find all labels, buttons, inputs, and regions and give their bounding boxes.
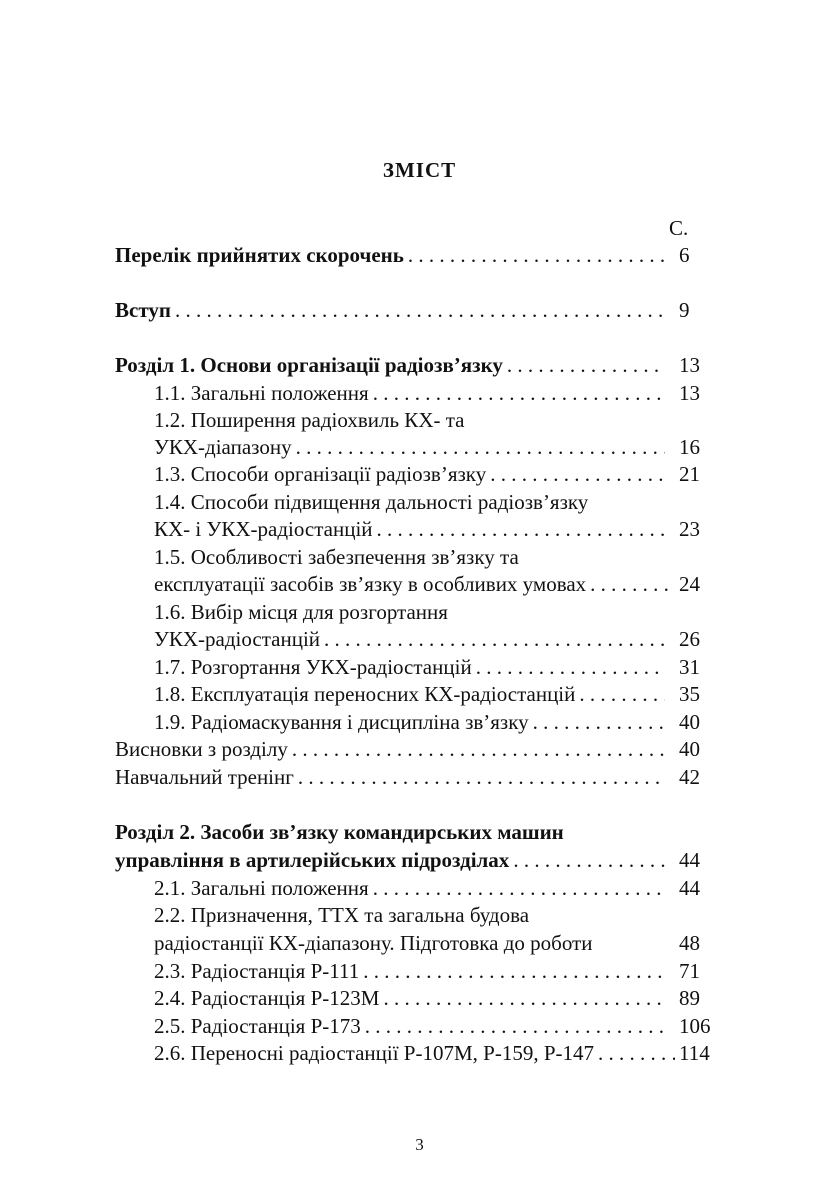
toc-page-chapter-2: 44 [679, 848, 700, 872]
toc-entry-2-1[interactable]: 2.1. Загальні положення . . . [154, 876, 665, 902]
toc-entry-chapter-1[interactable]: Розділ 1. Основи організації радіозв’язку . . . [115, 353, 665, 379]
toc-entry-1-8[interactable]: 1.8. Експлуатація переносних КХ-радіостанцій . . . [154, 682, 665, 708]
page-number: 3 [415, 1135, 424, 1154]
toc-entry-conclusions[interactable]: Висновки з розділу . . . [115, 737, 665, 763]
toc-entry-2-6[interactable]: 2.6. Переносні радіостанції Р-107М, Р-159, Р-147 . . . [154, 1041, 675, 1067]
toc-page-2-2: 48 [679, 931, 700, 955]
toc-page-1-2: 16 [679, 435, 700, 459]
toc-entry-1-1[interactable]: 1.1. Загальні положення . . . [154, 381, 665, 407]
toc-page-2-1: 44 [679, 876, 700, 900]
toc-entry-1-2-line2[interactable]: УКХ-діапазону . . . [154, 435, 665, 461]
toc-page-introduction: 9 [679, 298, 690, 322]
toc-entry-1-6-line2[interactable]: УКХ-радіостанцій . . . [154, 627, 665, 653]
toc-entry-1-4-line1[interactable]: 1.4. Способи підвищення дальності радіозв’язку [154, 490, 589, 514]
toc-page-2-6: 114 [679, 1041, 710, 1065]
toc-page-chapter-1: 13 [679, 353, 700, 377]
toc-page-1-4: 23 [679, 517, 700, 541]
toc-page-1-9: 40 [679, 710, 700, 734]
toc-page-2-4: 89 [679, 986, 700, 1010]
toc-page-2-5: 106 [679, 1014, 711, 1038]
toc-entry-1-2-line1[interactable]: 1.2. Поширення радіохвиль КХ- та [154, 408, 465, 432]
toc-page-1-7: 31 [679, 655, 700, 679]
toc-entry-chapter-2-line1[interactable]: Розділ 2. Засоби зв’язку командирських машин [115, 820, 564, 844]
toc-entry-training[interactable]: Навчальний тренінг . . . [115, 765, 665, 791]
toc-entry-1-6-line1[interactable]: 1.6. Вибір місця для розгортання [154, 600, 448, 624]
toc-entry-1-5-line1[interactable]: 1.5. Особливості забезпечення зв’язку та [154, 545, 519, 569]
toc-page-conclusions: 40 [679, 737, 700, 761]
toc-entry-1-4-line2[interactable]: КХ- і УКХ-радіостанцій . . . [154, 517, 665, 543]
toc-page-1-6: 26 [679, 627, 700, 651]
toc-entry-1-5-line2[interactable]: експлуатації засобів зв’язку в особливих умовах . . . [154, 572, 675, 598]
page-column-label: С. [669, 216, 689, 240]
toc-entry-1-7[interactable]: 1.7. Розгортання УКХ-радіостанцій . . . [154, 655, 665, 681]
toc-page-1-5: 24 [679, 572, 700, 596]
toc-page-abbreviations: 6 [679, 243, 690, 267]
toc-page-1-1: 13 [679, 381, 700, 405]
toc-entry-2-3[interactable]: 2.3. Радіостанція Р-111 . . . [154, 959, 665, 985]
toc-entry-introduction[interactable]: Вступ . . . [115, 298, 665, 324]
toc-page-1-3: 21 [679, 462, 700, 486]
toc-entry-abbreviations[interactable]: Перелік прийнятих скорочень . . . [115, 243, 665, 269]
toc-entry-2-4[interactable]: 2.4. Радіостанція Р-123М . . . [154, 986, 665, 1012]
toc-entry-chapter-2-line2[interactable]: управління в артилерійських підрозділах . . . [115, 848, 665, 874]
contents-title: ЗМІСТ [382, 158, 457, 180]
toc-page-1-8: 35 [679, 682, 700, 706]
toc-entry-2-5[interactable]: 2.5. Радіостанція Р-173 . . . [154, 1014, 665, 1040]
toc-entry-2-2-line1[interactable]: 2.2. Призначення, ТТХ та загальна будова [154, 903, 530, 927]
toc-page-training: 42 [679, 765, 700, 789]
toc-entry-1-3[interactable]: 1.3. Способи організації радіозв’язку . . . [154, 462, 665, 488]
toc-entry-1-9[interactable]: 1.9. Радіомаскування і дисципліна зв’язку . . . [154, 710, 665, 736]
toc-page-2-3: 71 [679, 959, 700, 983]
toc-entry-2-2-line2[interactable]: радіостанції КХ-діапазону. Підготовка до роботи [154, 931, 593, 955]
